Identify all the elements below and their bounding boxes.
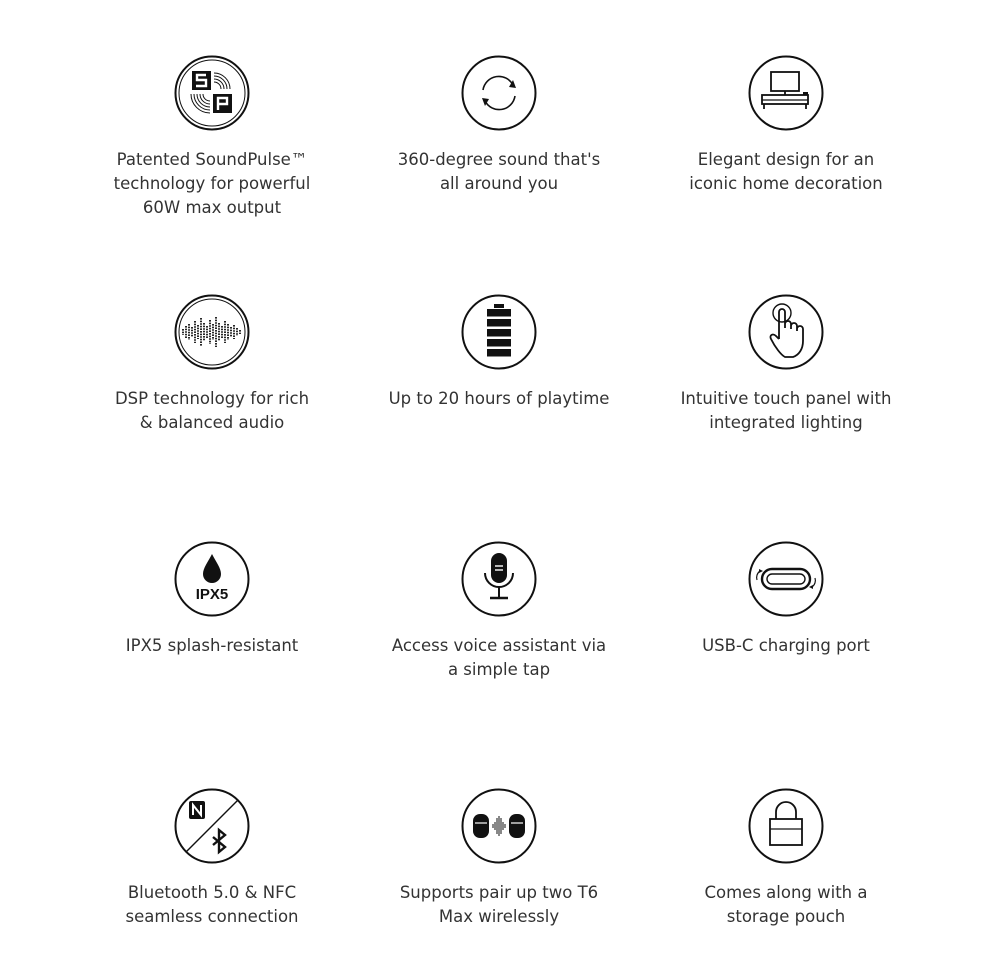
- caption-line: technology for powerful: [113, 174, 311, 193]
- feature-caption: [87, 634, 337, 658]
- feature-home-decoration: [661, 54, 911, 196]
- caption-line: a simple tap: [447, 660, 551, 679]
- feature-caption: [661, 634, 911, 658]
- caption-line: 60W max output: [142, 198, 282, 217]
- battery-icon: [460, 293, 538, 371]
- feature-caption: [661, 387, 911, 435]
- microphone-icon: [460, 540, 538, 618]
- feature-dsp: [87, 293, 337, 435]
- feature-caption: [374, 148, 624, 196]
- feature-pair-speakers: [374, 787, 624, 929]
- usb-c-icon: [747, 540, 825, 618]
- ipx5-icon-label: IPX5: [195, 586, 229, 603]
- caption-line: seamless connection: [125, 907, 299, 926]
- feature-touch-panel: [661, 293, 911, 435]
- caption-line: Comes along with a: [704, 883, 868, 902]
- feature-caption: [87, 881, 337, 929]
- feature-360-sound: [374, 54, 624, 196]
- caption-line: Elegant design for an: [697, 150, 875, 169]
- feature-caption: [87, 148, 337, 220]
- feature-usb-c: [661, 540, 911, 658]
- caption-line: Access voice assistant via: [391, 636, 607, 655]
- touch-panel-icon: [747, 293, 825, 371]
- caption-line: Bluetooth 5.0 & NFC: [127, 883, 297, 902]
- feature-caption: [374, 387, 624, 411]
- feature-caption: [374, 634, 624, 682]
- caption-line: all around you: [439, 174, 559, 193]
- feature-caption: [661, 148, 911, 196]
- feature-caption: [661, 881, 911, 929]
- ipx5-water-icon: [173, 540, 251, 618]
- feature-ipx5: [87, 540, 337, 658]
- feature-bluetooth-nfc: [87, 787, 337, 929]
- caption-line: & balanced audio: [139, 413, 285, 432]
- caption-line: Supports pair up two T6: [399, 883, 599, 902]
- caption-line: Max wirelessly: [438, 907, 560, 926]
- caption-line: IPX5 splash-resistant: [125, 636, 299, 655]
- caption-line: iconic home decoration: [689, 174, 883, 193]
- caption-line: Patented SoundPulse™: [116, 150, 308, 169]
- feature-battery: [374, 293, 624, 411]
- feature-caption: [87, 387, 337, 435]
- storage-pouch-icon: [747, 787, 825, 865]
- caption-line: integrated lighting: [709, 413, 863, 432]
- feature-caption: [374, 881, 624, 929]
- caption-line: USB-C charging port: [702, 636, 870, 655]
- 360-sound-icon: [460, 54, 538, 132]
- dsp-waveform-icon: [173, 293, 251, 371]
- caption-line: Up to 20 hours of playtime: [388, 389, 610, 408]
- feature-soundpulse: [87, 54, 337, 220]
- bluetooth-nfc-icon: [173, 787, 251, 865]
- caption-line: Intuitive touch panel with: [680, 389, 892, 408]
- caption-line: 360-degree sound that's: [397, 150, 601, 169]
- pair-speakers-icon: [460, 787, 538, 865]
- caption-line: storage pouch: [726, 907, 846, 926]
- feature-storage-pouch: [661, 787, 911, 929]
- caption-line: DSP technology for rich: [114, 389, 310, 408]
- home-decoration-icon: [747, 54, 825, 132]
- soundpulse-sp-icon: [173, 54, 251, 132]
- feature-voice-assistant: [374, 540, 624, 682]
